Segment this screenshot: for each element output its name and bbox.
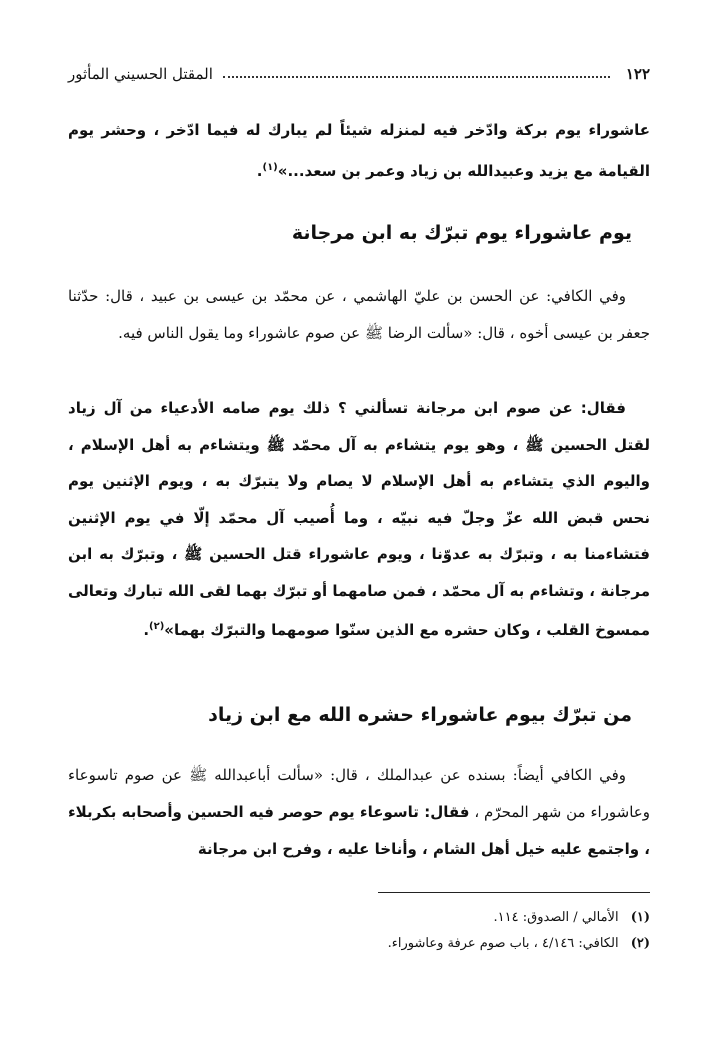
paragraph-imam-answer (68, 390, 650, 649)
footnote-number: (٢) (630, 936, 650, 951)
footnote-number: (١) (630, 910, 650, 925)
running-title: المقتل الحسيني المأثور (68, 65, 213, 83)
kafi-2-answer: فقال: تاسوعاء يوم حوصر فيه الحسين وأصحابه بكربلاء ، واجتمع عليه خيل أهل الشام ، وأناخا عليه ، وفرح ابن مرجانة (68, 803, 650, 858)
section-heading-2: من تبرّك بيوم عاشوراء حشره الله مع ابن زياد (208, 704, 632, 726)
kafi-2-intro: وفي الكافي أيضاً: بسنده عن عبدالملك ، قال: «سألت أباعبدالله ﷺ عن صوم تاسوعاء وعاشوراء من شهر المحرّم ، (68, 766, 650, 821)
header-dot-leader (223, 76, 610, 78)
footnote-text: الأمالي / الصدوق: ١١٤. (493, 910, 619, 925)
footnote-item (68, 905, 650, 931)
continuation-text: عاشوراء يوم بركة وادّخر فيه لمنزله شيئاً لم يبارك له فيما ادّخر ، وحشر يوم القيامة مع يزيد وعبيدالله بن زياد وعمر بن سعد...» (68, 121, 650, 180)
footnote-separator (378, 892, 650, 893)
continuation-paragraph (68, 112, 650, 190)
page-number: ١٢٢ (625, 65, 650, 83)
page-header (68, 62, 650, 86)
footnotes (68, 905, 650, 957)
footnote-item (68, 931, 650, 957)
footnote-ref-1: (١) (262, 162, 278, 173)
section-heading-1: يوم عاشوراء يوم تبرّك به ابن مرجانة (291, 222, 632, 244)
paragraph-kafi-2 (68, 757, 650, 868)
footnote-text: الكافي: ٤/١٤٦ ، باب صوم عرفة وعاشوراء. (387, 936, 619, 951)
imam-answer-text: فقال: عن صوم ابن مرجانة تسألني ؟ ذلك يوم صامه الأدعياء من آل زياد لقتل الحسين ﷺ ، وهو يوم يتشاءم به آل محمّد ﷺ ويتشاءم به أهل الإسلام ، واليوم الذي يتشاءم به أهل الإسلام لا يصام ولا يتبرّك به ، ويوم الإثنين يوم نحس قبض الله عزّ وجلّ فيه نبيّه ، وما أُصيب آل محمّد إلّا في يوم الإثنين فتشاءمنا به ، وتبرّك به عدوّنا ، ويوم عاشوراء قتل الحسين ﷺ ، وتبرّك به ابن مرجانة ، وتشاءم به آل محمّد ، فمن صامهما أو تبرّك بهما لقى الله تبارك وتعالى ممسوخ القلب ، وكان حشره مع الذين سنّوا صومهما والتبرّك بهما» (68, 399, 650, 639)
footnote-ref-2: (٢) (149, 621, 165, 632)
imam-answer-end: . (143, 621, 150, 639)
continuation-end: . (256, 162, 263, 180)
paragraph-kafi-1: وفي الكافي: عن الحسن بن عليّ الهاشمي ، عن محمّد بن عيسى بن عبيد ، قال: حدّثنا جعفر بن عيسى أخوه ، قال: «سألت الرضا ﷺ عن صوم عاشوراء وما يقول الناس فيه. (68, 287, 650, 342)
